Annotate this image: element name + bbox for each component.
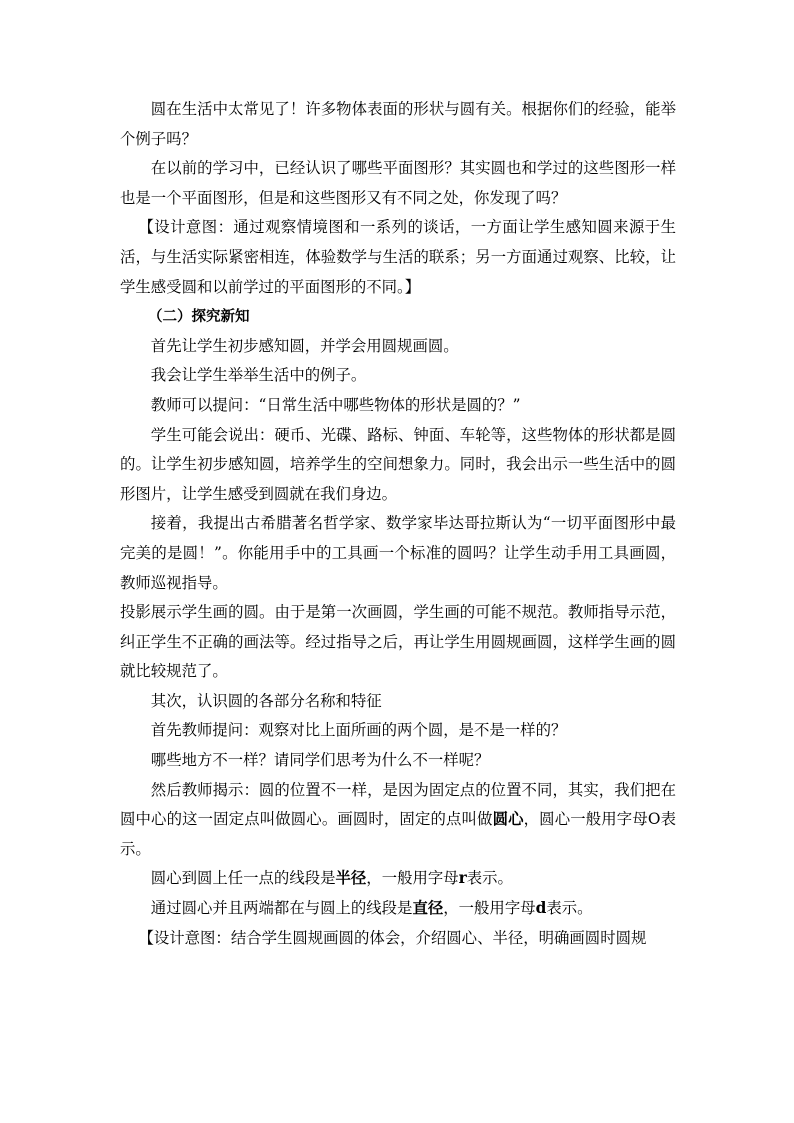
paragraph-9: 其次，认识圆的各部分名称和特征: [150, 691, 382, 710]
paragraph-7: 接着，我提出古希腊著名哲学家、数学家毕达哥拉斯认为“一切平面图形中最完美的是圆！”。你能用手中的工具画一个标准的圆吗？让学生动手用工具画圆，教师巡视指导。: [120, 514, 676, 592]
letter-r: r: [458, 869, 467, 888]
term-diameter: 直径: [412, 899, 444, 918]
paragraph-12-text-c: ，圆心一般用字母O表示。: [120, 810, 676, 858]
paragraph-1: 圆在生活中太常见了！许多物体表面的形状与圆有关。根据你们的经验，能举个例子吗？: [120, 100, 676, 148]
paragraph-14-text-e: 表示。: [546, 899, 593, 918]
design-intent-1: 【设计意图：通过观察情境图和一系列的谈话，一方面让学生感知圆来源于生活，与生活实际紧密相连，体验数学与生活的联系；另一方面通过观察、比较，让学生感受圆和以前学过的平面图形的不同。】: [120, 218, 676, 296]
paragraph-12-text-a: 然后教师揭示：圆的位置不一样，是因为固定点的位置不同，其实，我们把在圆中心的这一固定点叫做圆心。画圆时，固定的点叫做: [120, 780, 676, 829]
design-intent-2: 【设计意图：结合学生圆规画圆的体会，介绍圆心、半径，明确画圆时圆规: [138, 928, 647, 947]
paragraph-13-text-c: ，一般用字母: [366, 869, 459, 888]
paragraph-5: 教师可以提问：“日常生活中哪些物体的形状是圆的？”: [150, 395, 521, 414]
document-page: [120, 95, 676, 953]
paragraph-14: [120, 894, 676, 924]
term-radius: 半径: [335, 869, 367, 888]
letter-d: d: [535, 899, 547, 918]
paragraph-13-text-a: 圆心到圆上任一点的线段是: [150, 869, 336, 888]
paragraph-14-text-a: 通过圆心并且两端都在与圆上的线段是: [150, 899, 413, 918]
paragraph-12: [120, 776, 676, 865]
paragraph-2: 在以前的学习中，已经认识了哪些平面图形？其实圆也和学过的这些图形一样也是一个平面图形，但是和这些图形又有不同之处，你发现了吗？: [120, 159, 676, 207]
paragraph-14-text-c: ，一般用字母: [443, 899, 536, 918]
paragraph-3: 首先让学生初步感知圆，并学会用圆规画圆。: [150, 336, 459, 355]
paragraph-8: 投影展示学生画的圆。由于是第一次画圆，学生画的可能不规范。教师指导示范，纠正学生不正确的画法等。经过指导之后，再让学生用圆规画圆，这样学生画的圆就比较规范了。: [120, 603, 676, 681]
paragraph-13: [120, 864, 676, 894]
paragraph-4: 我会让学生举举生活中的例子。: [150, 366, 367, 385]
section-heading: （二）探究新知: [148, 308, 250, 326]
paragraph-6: 学生可能会说出：硬币、光碟、路标、钟面、车轮等，这些物体的形状都是圆的。让学生初步感知圆，培养学生的空间想象力。同时，我会出示一些生活中的圆形图片，让学生感受到圆就在我们身边。: [120, 425, 676, 503]
paragraph-11: 哪些地方不一样？请同学们思考为什么不一样呢？: [150, 751, 490, 770]
paragraph-13-text-e: 表示。: [466, 869, 513, 888]
term-center: 圆心: [492, 810, 524, 829]
paragraph-10: 首先教师提问：观察对比上面所画的两个圆，是不是一样的？: [150, 721, 567, 740]
